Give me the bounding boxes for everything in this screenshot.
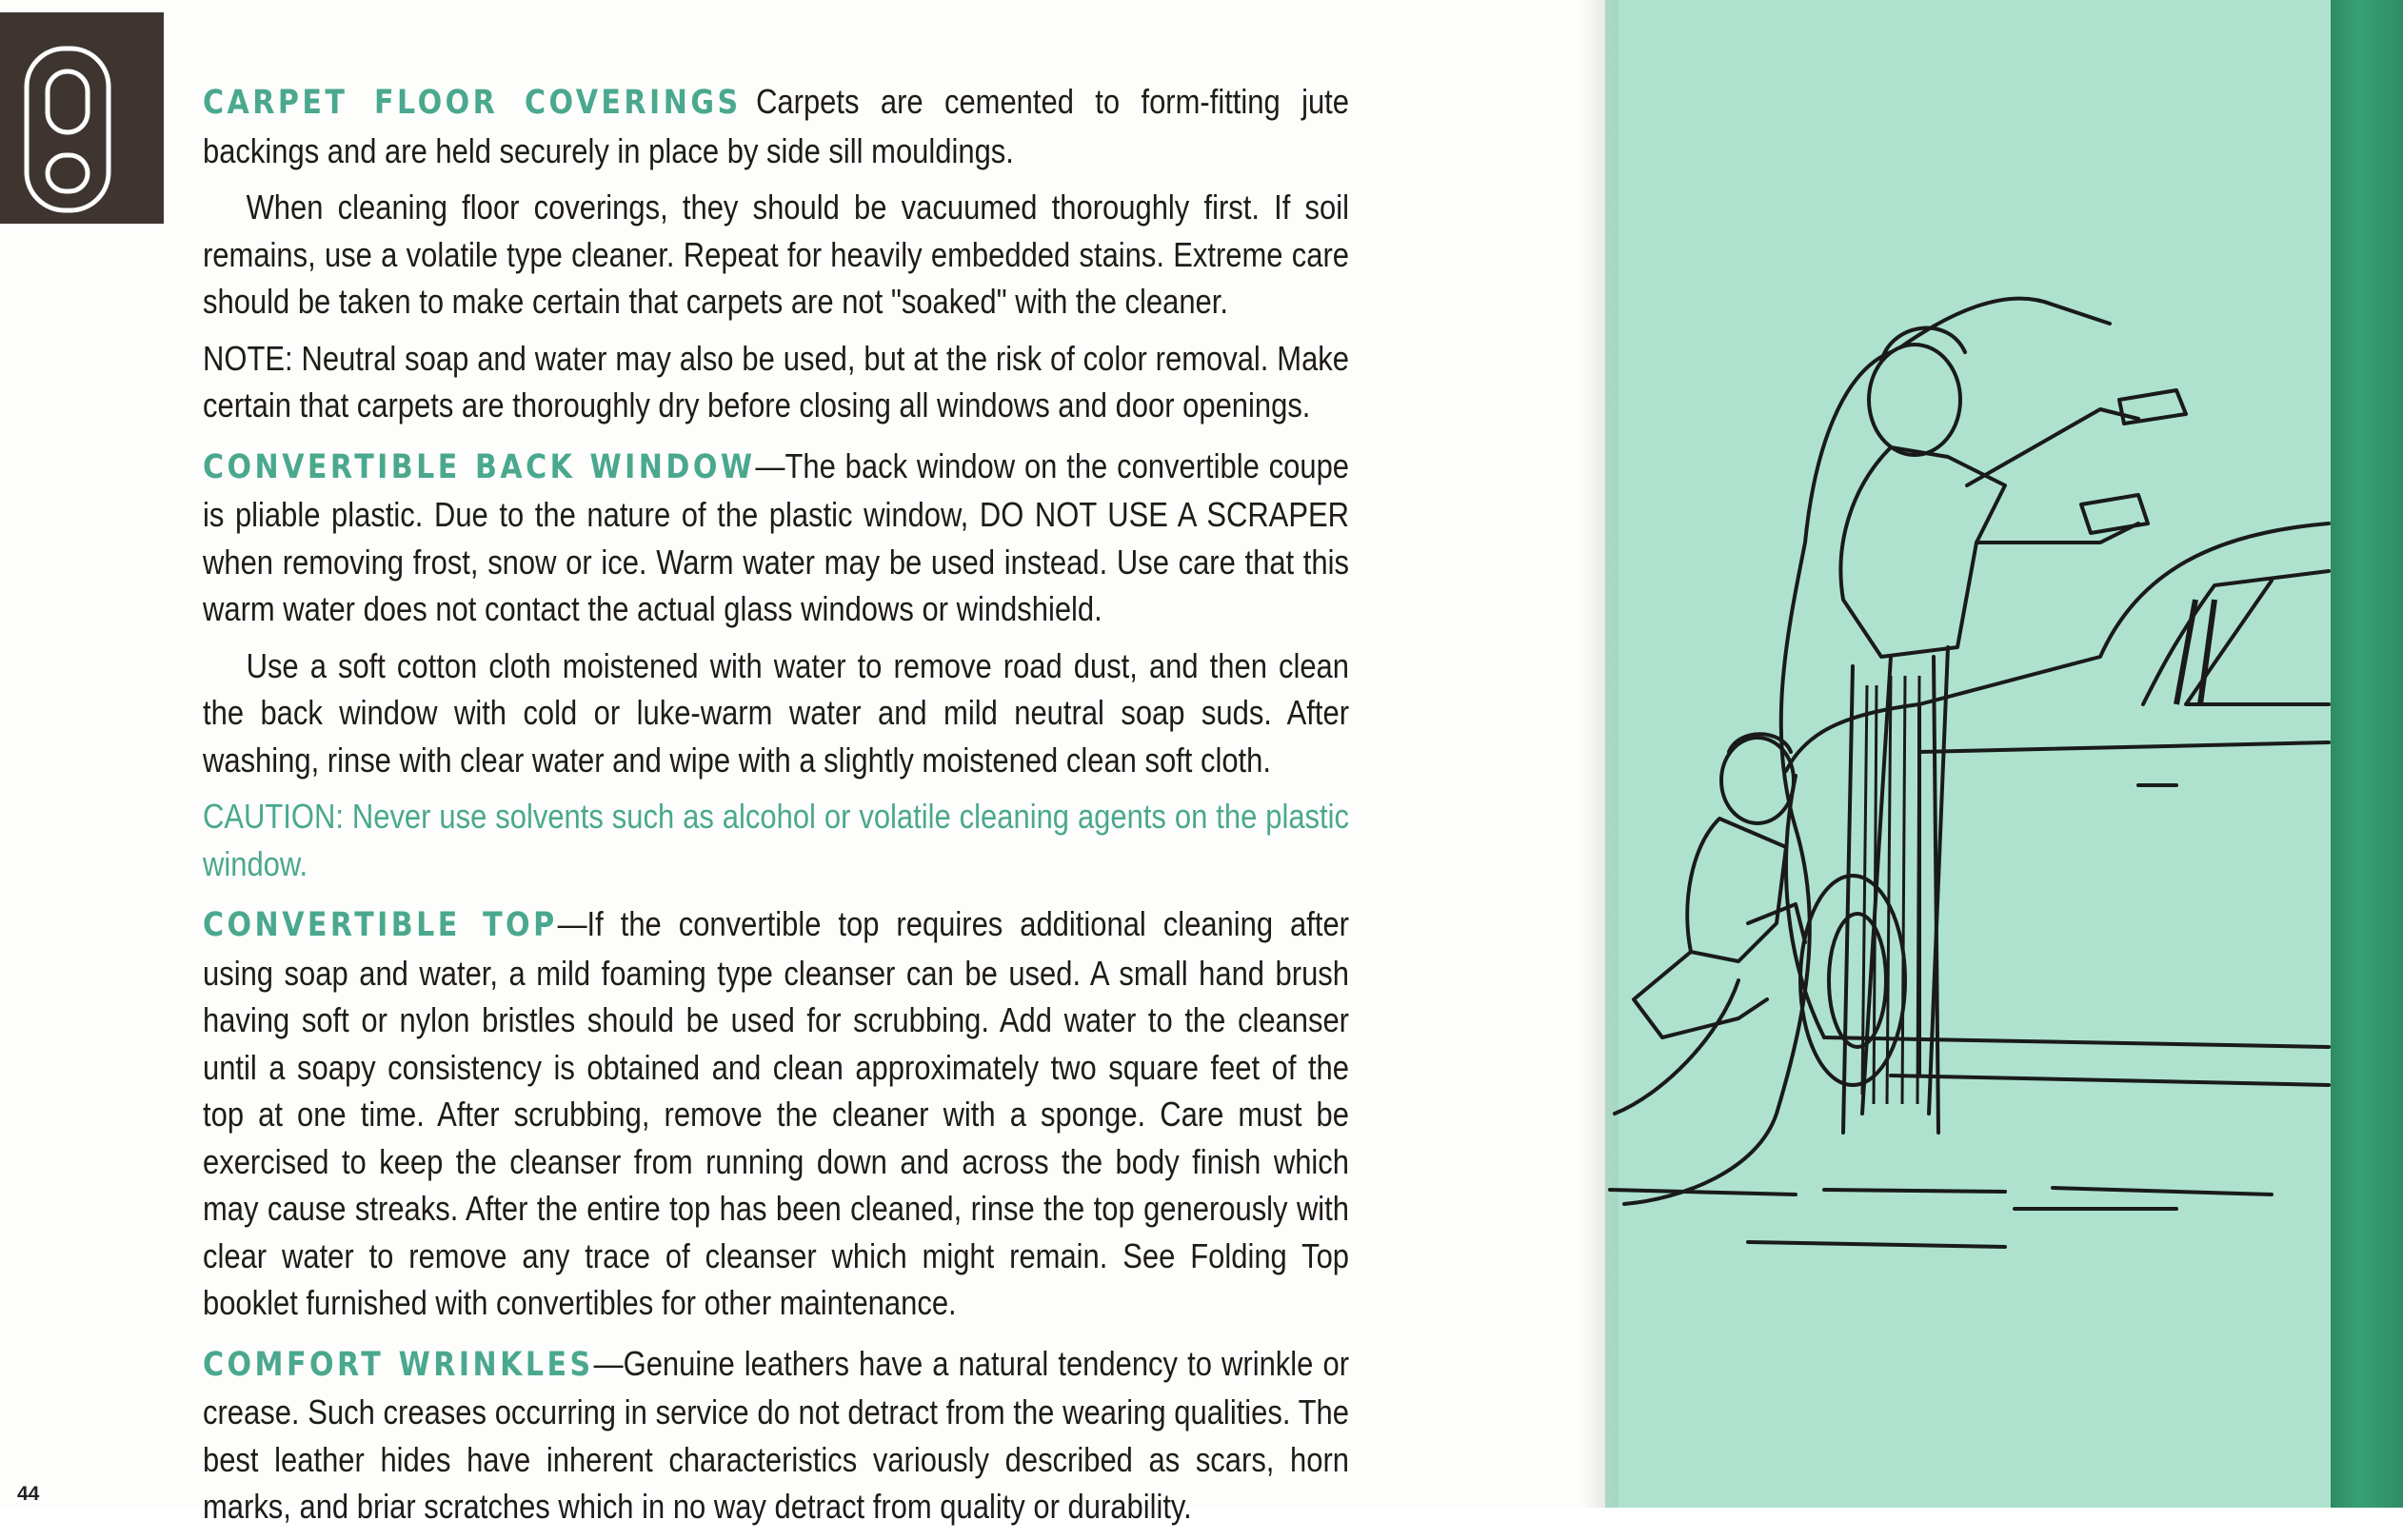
carpet-note: NOTE: Neutral soap and water may also be used, but at the risk of color removal. Make certain that carpets are thoroughly dry before closing all windows and door openings. (203, 338, 1349, 424)
page-number: 44 (17, 1483, 40, 1505)
convertible-top-paragraph: CONVERTIBLE TOP—If the convertible top requires additional cleaning after using soap and water, a mild foaming type cleanser can be used. A small hand brush having soft or nylon bristles should be used for scrubbing. Add water to the cleanser until a soapy consistency is obtained and clean approximately two square feet of the top at one time. After scrubbing, remove the cleaner with a sponge. Care must be exercised to keep the cleanser from running down and across the body finish which may cause streaks. After the entire top has been cleaned, rinse the top generously with clear water to remove any trace of cleanser which might remain. See Folding Top booklet furnished with convertibles for other maintenance. (203, 904, 1349, 1322)
back-window-cleaning-paragraph: Use a soft cotton cloth moistened with water to remove road dust, and then clean the back window with cold or luke-warm water and mild neutral soap suds. After washing, rinse with clear water and wipe with a slightly moistened clean soft cloth. (203, 645, 1349, 780)
car-washing-illustration (1605, 257, 2331, 1290)
heading-carpet-floor-coverings: CARPET FLOOR COVERINGS (203, 84, 742, 122)
carpet-cleaning-paragraph: When cleaning floor coverings, they should be vacuumed thoroughly first. If soil remains, use a volatile type cleaner. Repeat for heavily embedded stains. Extreme care should be taken to make certain that carpets are not "soaked" with the cleaner. (203, 188, 1349, 321)
article-text (203, 78, 1349, 1540)
caution-note: CAUTION: Never use solvents such as alcohol or volatile cleaning agents on the plastic window. (203, 797, 1349, 883)
back-window-paragraph: CONVERTIBLE BACK WINDOW—The back window on the convertible coupe is pliable plastic. Due to the nature of the plastic window, DO NOT USE A SCRAPER when removing frost, snow or ice. Warm water may be used instead. Use care that this warm water does not contact the actual glass windows or windshield. (203, 445, 1349, 628)
page-edge (2331, 0, 2403, 1508)
comfort-wrinkles-paragraph: COMFORT WRINKLES—Genuine leathers have a natural tendency to wrinkle or crease. Such creases occurring in service do not detract from the wearing qualities. The best leather hides have inherent characteristics variously described as scars, horn marks, and briar scratches which in no way detract from quality or durability. (203, 1343, 1350, 1526)
heading-convertible-back-window: CONVERTIBLE BACK WINDOW (203, 447, 756, 486)
carpet-paragraph: CARPET FLOOR COVERINGS Carpets are cemented to form-fitting jute backings and are held securely in place by side sill mouldings. (203, 82, 1349, 170)
heading-convertible-top: CONVERTIBLE TOP (203, 906, 558, 944)
chapter-tab (0, 12, 164, 224)
heading-comfort-wrinkles: COMFORT WRINKLES (203, 1345, 594, 1384)
